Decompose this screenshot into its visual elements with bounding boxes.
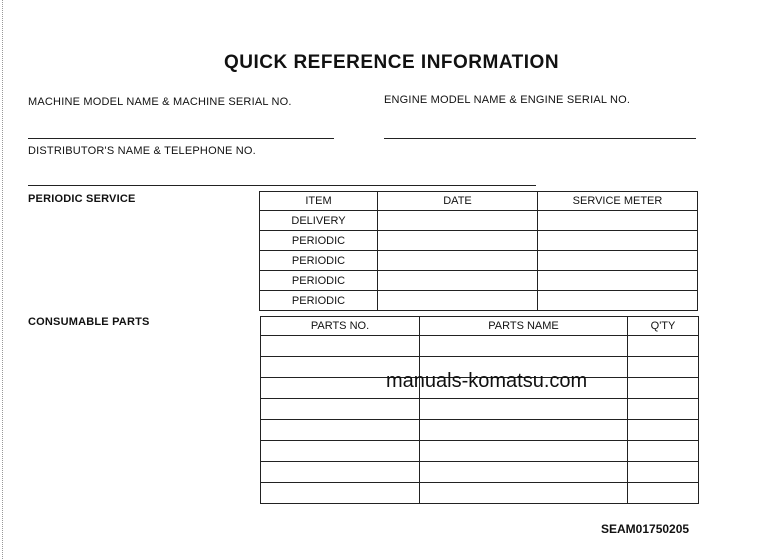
service-meter-cell[interactable] <box>538 291 698 311</box>
parts-no-cell[interactable] <box>261 420 420 441</box>
qty-cell[interactable] <box>628 378 699 399</box>
column-header-parts-name: PARTS NAME <box>420 317 628 336</box>
item-cell: PERIODIC <box>260 271 378 291</box>
parts-name-cell[interactable] <box>420 483 628 504</box>
engine-model-label: ENGINE MODEL NAME & ENGINE SERIAL NO. <box>384 94 631 106</box>
machine-model-field[interactable] <box>28 138 334 139</box>
parts-name-cell[interactable] <box>420 462 628 483</box>
service-meter-cell[interactable] <box>538 271 698 291</box>
parts-name-cell[interactable] <box>420 336 628 357</box>
qty-cell[interactable] <box>628 462 699 483</box>
date-cell[interactable] <box>378 251 538 271</box>
item-cell: PERIODIC <box>260 291 378 311</box>
table-row <box>261 336 699 357</box>
qty-cell[interactable] <box>628 420 699 441</box>
table-row <box>260 271 698 291</box>
parts-no-cell[interactable] <box>261 483 420 504</box>
parts-no-cell[interactable] <box>261 462 420 483</box>
date-cell[interactable] <box>378 271 538 291</box>
table-row <box>261 420 699 441</box>
table-row <box>261 441 699 462</box>
parts-header-row <box>261 317 699 336</box>
parts-name-cell[interactable] <box>420 441 628 462</box>
date-cell[interactable] <box>378 211 538 231</box>
qty-cell[interactable] <box>628 483 699 504</box>
machine-model-label: MACHINE MODEL NAME & MACHINE SERIAL NO. <box>28 96 292 108</box>
table-row <box>260 251 698 271</box>
watermark-text: manuals-komatsu.com <box>386 370 588 392</box>
qty-cell[interactable] <box>628 357 699 378</box>
parts-no-cell[interactable] <box>261 441 420 462</box>
item-cell: DELIVERY <box>260 211 378 231</box>
table-row <box>260 231 698 251</box>
consumable-parts-label: CONSUMABLE PARTS <box>28 316 150 328</box>
column-header-parts-no: PARTS NO. <box>261 317 420 336</box>
service-meter-cell[interactable] <box>538 211 698 231</box>
table-row <box>260 291 698 311</box>
table-row <box>261 483 699 504</box>
page-title: QUICK REFERENCE INFORMATION <box>223 52 560 73</box>
column-header-date: DATE <box>378 192 538 211</box>
table-row <box>261 462 699 483</box>
table-row <box>260 211 698 231</box>
periodic-header-row <box>260 192 698 211</box>
parts-name-cell[interactable] <box>420 399 628 420</box>
consumable-parts-table <box>260 316 699 504</box>
date-cell[interactable] <box>378 231 538 251</box>
service-meter-cell[interactable] <box>538 231 698 251</box>
qty-cell[interactable] <box>628 399 699 420</box>
column-header-item: ITEM <box>260 192 378 211</box>
qty-cell[interactable] <box>628 336 699 357</box>
item-cell: PERIODIC <box>260 251 378 271</box>
column-header-service-meter: SERVICE METER <box>538 192 698 211</box>
periodic-service-table <box>259 191 698 311</box>
figure-id: SEAM01750205 <box>601 522 690 536</box>
service-meter-cell[interactable] <box>538 251 698 271</box>
page-edge <box>2 0 3 559</box>
item-cell: PERIODIC <box>260 231 378 251</box>
qty-cell[interactable] <box>628 441 699 462</box>
distributor-field[interactable] <box>28 185 536 186</box>
date-cell[interactable] <box>378 291 538 311</box>
engine-model-field[interactable] <box>384 138 696 139</box>
distributor-label: DISTRIBUTOR'S NAME & TELEPHONE NO. <box>28 145 256 157</box>
parts-name-cell[interactable] <box>420 420 628 441</box>
table-row <box>261 399 699 420</box>
parts-no-cell[interactable] <box>261 399 420 420</box>
parts-no-cell[interactable] <box>261 336 420 357</box>
column-header-qty: Q'TY <box>628 317 699 336</box>
periodic-service-label: PERIODIC SERVICE <box>28 193 136 205</box>
